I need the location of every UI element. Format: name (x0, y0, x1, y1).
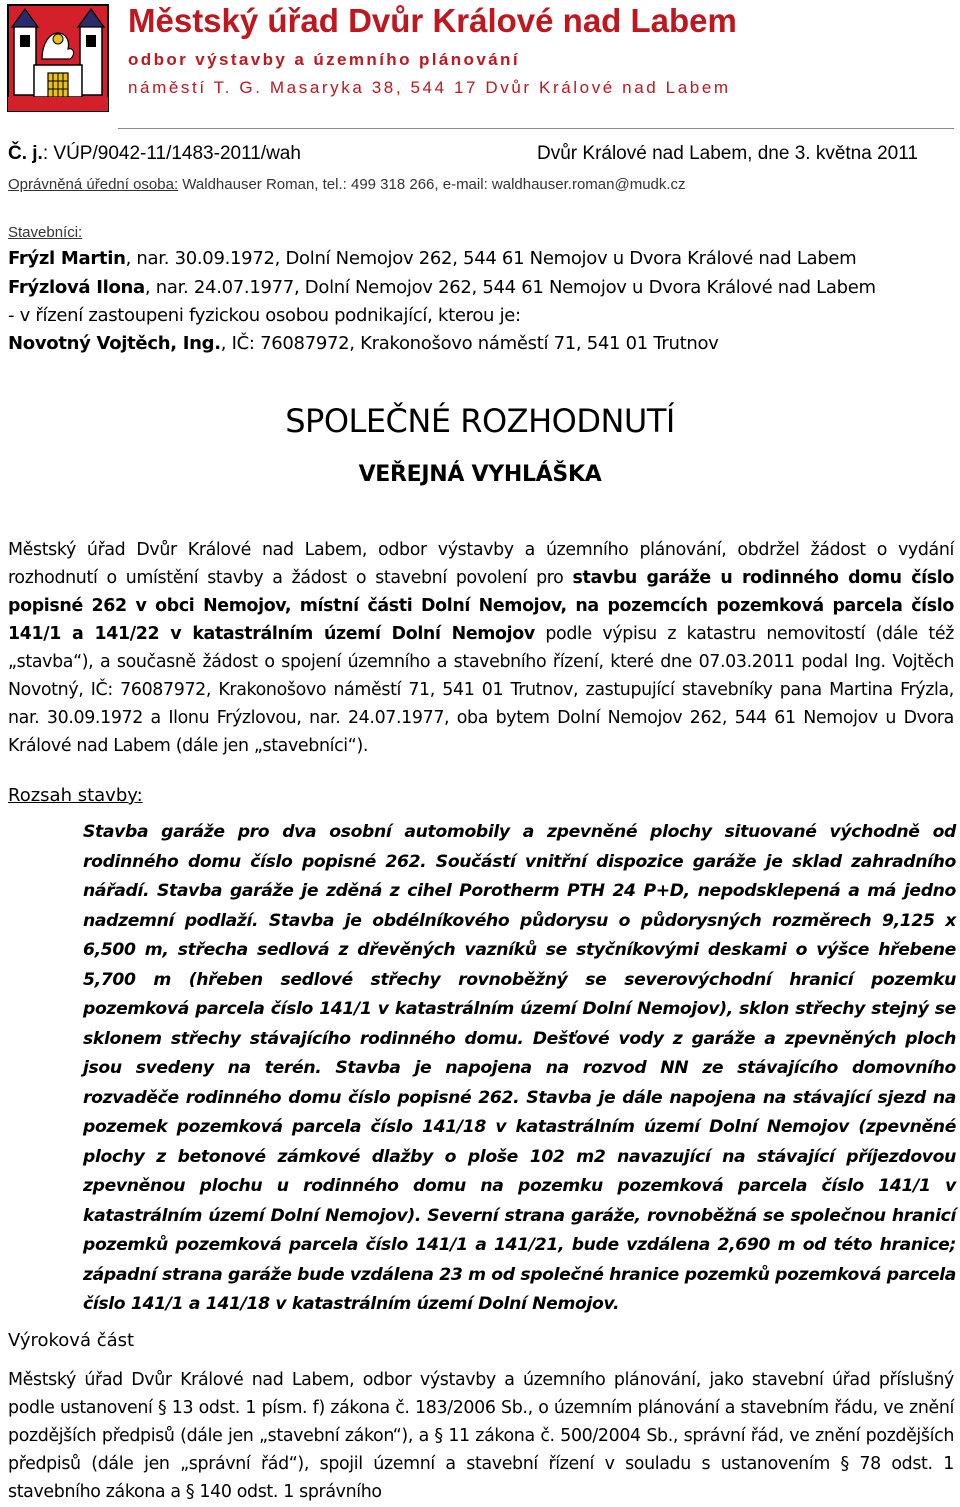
representation-note: - v řízení zastoupeni fyzickou osobou podnikající, kterou je: (8, 305, 521, 326)
document-date: Dvůr Králové nad Labem, dne 3. května 2011 (537, 143, 918, 164)
scope-heading: Rozsah stavby: (8, 785, 143, 806)
builder-1-details: , nar. 30.09.1972, Dolní Nemojov 262, 544 61 Nemojov u Dvora Králové nad Labem (125, 248, 857, 269)
intro-text-bold: stavbu garáže u rodinného domu číslo popisné 262 v obci Nemojov, místní části Dolní Nemojov, na pozemcích pozemková parcela číslo 141/1 a 141/22 v katastrálním území Dolní Nemojov (8, 568, 954, 644)
official-person (8, 176, 686, 193)
builder-1-name: Frýzl Martin (8, 248, 126, 269)
header-divider (118, 128, 954, 129)
builder-2 (8, 277, 876, 298)
verdict-paragraph: Městský úřad Dvůr Králové nad Labem, odbor výstavby a územního plánování, jako stavební úřad příslušný podle ustanovení § 13 odst. 1 písm. f) zákona č. 183/2006 Sb., o územním plánování a stavebním řádu, ve znění pozdějších předpisů (dále jen „stavební zákon“), a § 11 zákona č. 500/2004 Sb., správní řád, ve znění pozdějších předpisů (dále jen „správní řád“), spojil územní a stavební řízení v souladu s ustanovením § 78 odst. 1 stavebního zákona a § 140 odst. 1 správního (8, 1370, 954, 1502)
representative (8, 333, 719, 354)
official-value: Waldhauser Roman, tel.: 499 318 266, e-mail: waldhauser.roman@mudk.cz (178, 176, 686, 193)
builders-label: Stavebníci: (8, 224, 83, 241)
office-address: náměstí T. G. Masaryka 38, 544 17 Dvůr Králové nad Labem (128, 78, 731, 97)
builder-1 (8, 248, 856, 269)
scope-paragraph: Stavba garáže pro dva osobní automobily a zpevněné plochy situované východně od rodinného domu číslo popisné 262. Součástí vnitřní dispozice garáže je sklad zahradního nářadí. Stavba garáže je zděná z cihel Porotherm PTH 24 P+D, nepodsklepená a má jedno nadzemní podlaží. Stavba je obdélníkového půdorysu o půdorysných rozměrech 9,125 x 6,500 m, střecha sedlová z dřevěných vazníků se styčníkovými deskami o výšce hřebene 5,700 m (hřeben sedlové střechy rovnoběžný se severovýchodní hranicí pozemku pozemková parcela číslo 141/1 v katastrálním území Dolní Nemojov), sklon střechy stejný se sklonem střechy stávajícího rodinného domu. Dešťové vody z garáže a zpevněných ploch jsou svedeny na terén. Stavba je napojena na rozvod NN ze stávajícího domovního rozvaděče rodinného domu číslo popisné 262. Stavba je dále napojena na stávající sjezd na pozemek pozemková parcela číslo 141/18 v katastrálním území Dolní Nemojov (zpevněné plochy z betonové zámkové dlažby o ploše 102 m2 navazující na stávající příjezdovou zpevněnou plochu u rodinného domu na pozemku pozemková parcela číslo 141/1 v katastrálním území Dolní Nemojov). Severní strana garáže, rovnoběžná se společnou hranicí pozemků pozemková parcela číslo 141/1 a 141/21, bude vzdálena 2,690 m od této hranice; západní strana garáže bude vzdálena 23 m od společné hranice pozemků pozemková parcela číslo 141/1 a 141/18 v katastrálním území Dolní Nemojov. (83, 822, 956, 1314)
intro-paragraph (8, 536, 954, 760)
intro-text-2: podle výpisu z katastru nemovitostí (dále též „stavba“), a současně žádost o spojení územního a stavebního řízení, které dne 07.03.2011 podal Ing. Vojtěch Novotný, IČ: 76087972, Krakonošovo náměstí 71, 541 01 Trutnov, zastupující stavebníky pana Martina Frýzla, nar. 30.09.1972 a Ilonu Frýzlovou, nar. 24.07.1977, oba bytem Dolní Nemojov 262, 544 61 Nemojov u Dvora Králové nad Labem (dále jen „stavebníci“). (8, 624, 955, 756)
decision-title: SPOLEČNÉ ROZHODNUTÍ (285, 402, 675, 440)
representative-name: Novotný Vojtěch, Ing. (8, 333, 221, 354)
reference-label: Č. j. (8, 143, 43, 164)
verdict-heading: Výroková část (8, 1330, 135, 1351)
builder-2-name: Frýzlová Ilona (8, 277, 145, 298)
department-name: odbor výstavby a územního plánování (128, 50, 520, 69)
official-label: Oprávněná úřední osoba: (8, 176, 179, 193)
intro-text-1: Městský úřad Dvůr Králové nad Labem, odbor výstavby a územního plánování, obdržel žádost o vydání rozhodnutí o umístění stavby a žádost o stavební povolení pro (8, 540, 954, 588)
representative-details: , IČ: 76087972, Krakonošovo náměstí 71, 541 01 Trutnov (220, 333, 719, 354)
reference-number (8, 143, 301, 165)
office-title: Městský úřad Dvůr Králové nad Labem (128, 2, 737, 39)
decision-subtitle: VEŘEJNÁ VYHLÁŠKA (358, 462, 602, 487)
builder-2-details: , nar. 24.07.1977, Dolní Nemojov 262, 544 61 Nemojov u Dvora Králové nad Labem (144, 277, 876, 298)
reference-value: : VÚP/9042-11/1483-2011/wah (42, 143, 301, 164)
town-coat-of-arms-icon (4, 3, 112, 113)
